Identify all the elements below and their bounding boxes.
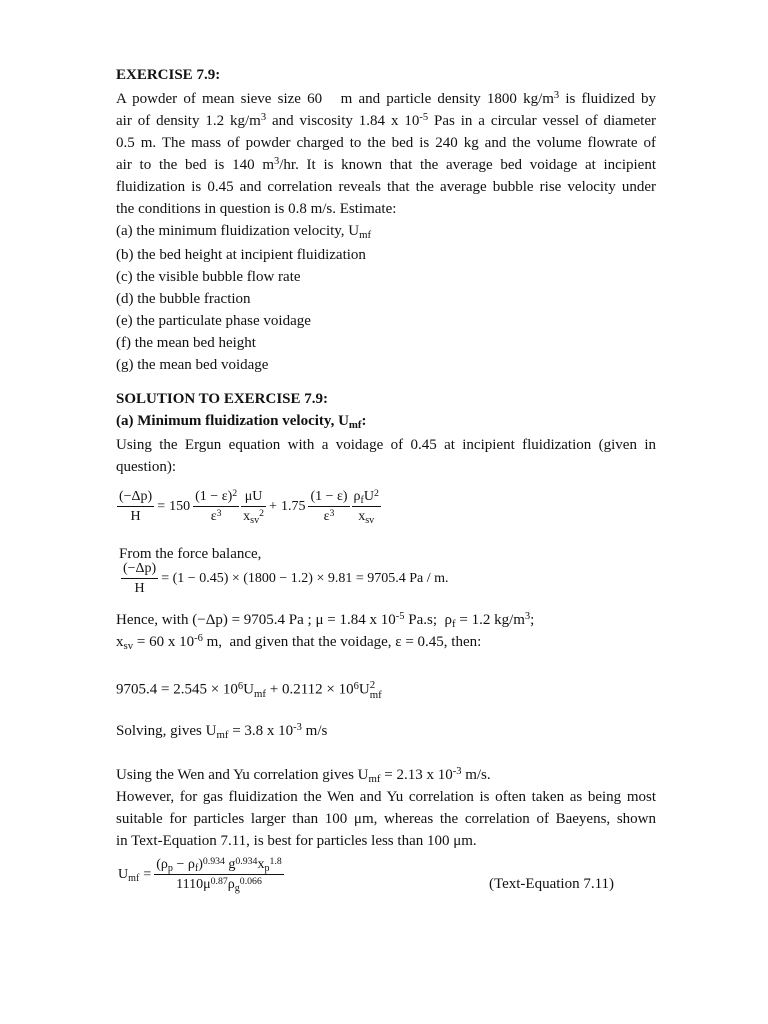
equation-fraction: $\frac{(-\Delta p)}{H}$ [123, 561, 157, 596]
force-balance-label: From the force balance, [119, 546, 262, 562]
exercise-text-line: air to the bed is 140 $m^3/hr$. It is known that the average bed voidage at incipient [116, 156, 656, 173]
task-item: (b) the bed height at incipient fluidization [116, 247, 366, 263]
solution-text-line: question): [116, 459, 176, 475]
solution-text-line: in Text-Equation 7.11, is best for particles less than 100 μm. [116, 833, 477, 849]
solution-text-line: Using the Ergun equation with a voidage of 0.45 at incipient fluidization (given in [116, 437, 656, 453]
baeyens-equation: $U_{mf}$ = $\frac{(\rho_p - \rho_f)^{0.934} g^{0.934}x_p^{1.8}}{1110\mu^{0.87}\rho_g^{0.066}}$ [118, 855, 282, 894]
task-item: (d) the bubble fraction [116, 291, 251, 307]
equation-fraction: $\frac{(-\Delta p)}{H}$ [119, 489, 153, 524]
part-a-heading: (a) Minimum fluidization velocity, $U_{mf}$: [116, 413, 367, 432]
solving-result: Solving, gives $U_{mf} = 3.8$ x $10^{-3}$ m/s [116, 722, 328, 742]
task-item: (a) the minimum fluidization velocity, $U_{mf}$ [116, 223, 372, 242]
exercise-title: EXERCISE 7.9: [116, 67, 221, 83]
task-item: (f) the mean bed height [116, 335, 256, 351]
task-item: (e) the particulate phase voidage [116, 313, 311, 329]
equation-fraction: $\frac{(1 - \varepsilon)}{\varepsilon^3}$ [310, 489, 348, 524]
task-item: (g) the mean bed voidage [116, 357, 269, 373]
exercise-text-line: A powder of mean sieve size 60 m and particle density 1800 $kg/m^3$ is fluidized by [116, 90, 656, 107]
exercise-text-line: air of density 1.2 $kg/m^3$ and viscosity 1.84 x $10^{-5}$ Pas in a circular vessel of diameter [116, 112, 656, 129]
solution-text-line: $x_{sv} = 60$ x $10^{-6}$ m, and given that the voidage, ε = 0.45, then: [116, 633, 482, 653]
equation-fraction: $\frac{\rho_fU^2}{x_{sv}}$ [353, 487, 379, 526]
solution-title: SOLUTION TO EXERCISE 7.9: [116, 391, 329, 407]
exercise-text-line: 0.5 m. The mass of powder charged to the bed is 240 kg and the volume flowrate of [116, 135, 656, 151]
wen-yu-result: Using the Wen and Yu correlation gives $U_{mf} = 2.13$ x $10^{-3}$ m/s. [116, 766, 491, 786]
task-item: (c) the visible bubble flow rate [116, 269, 301, 285]
numeric-equation: $9705.4 = 2.545 \times 10^6U_{mf} + 0.2112 \times 10^6U$ 2 mf [116, 679, 382, 702]
equation-reference: (Text-Equation 7.11) [489, 876, 615, 892]
equation-fraction: $\frac{(1 - \varepsilon)^2}{\varepsilon^3}$ [195, 487, 238, 524]
solution-text-line: However, for gas fluidization the Wen and Yu correlation is often taken as being most [116, 789, 656, 805]
exercise-text-line: the conditions in question is 0.8 m/s. Estimate: [116, 201, 397, 217]
equation-fraction: $\frac{(\rho_p - \rho_f)^{0.934} g^{0.934}x_p^{1.8}}{1110\mu^{0.87}\rho_g^{0.066}}$ [156, 855, 282, 894]
exercise-text-line: fluidization is 0.45 and correlation reveals that the average bubble rise velocity under [116, 179, 656, 195]
force-balance-equation: $\frac{(-\Delta p)}{H}$ = (1 − 0.45) × (1800 − 1.2) × 9.81 = 9705.4 Pa / m. [123, 561, 449, 596]
equation-fraction: $\frac{\mu U}{x_{sv}^2}$ [243, 489, 265, 526]
solution-text-line: suitable for particles larger than 100 μm, whereas the correlation of Baeyens, shown [116, 811, 656, 827]
solution-text-line: Hence, with (−Δp) = 9705.4 Pa ; μ = 1.84 x $10^{-5}$ Pa.s; $\rho_f = 1.2$ $kg/m^3$; [116, 611, 535, 631]
ergun-equation: $\frac{(-\Delta p)}{H}$ = 150 $\frac{(1 - \varepsilon)^2}{\varepsilon^3}$ $\frac{\mu U}{x_{sv}^2}$ + 1.75 $\frac{(1 - \varepsilon)}{\varepsilon^3}$ $\frac{\rho_fU^2}{x_{sv}}$ [119, 487, 379, 526]
